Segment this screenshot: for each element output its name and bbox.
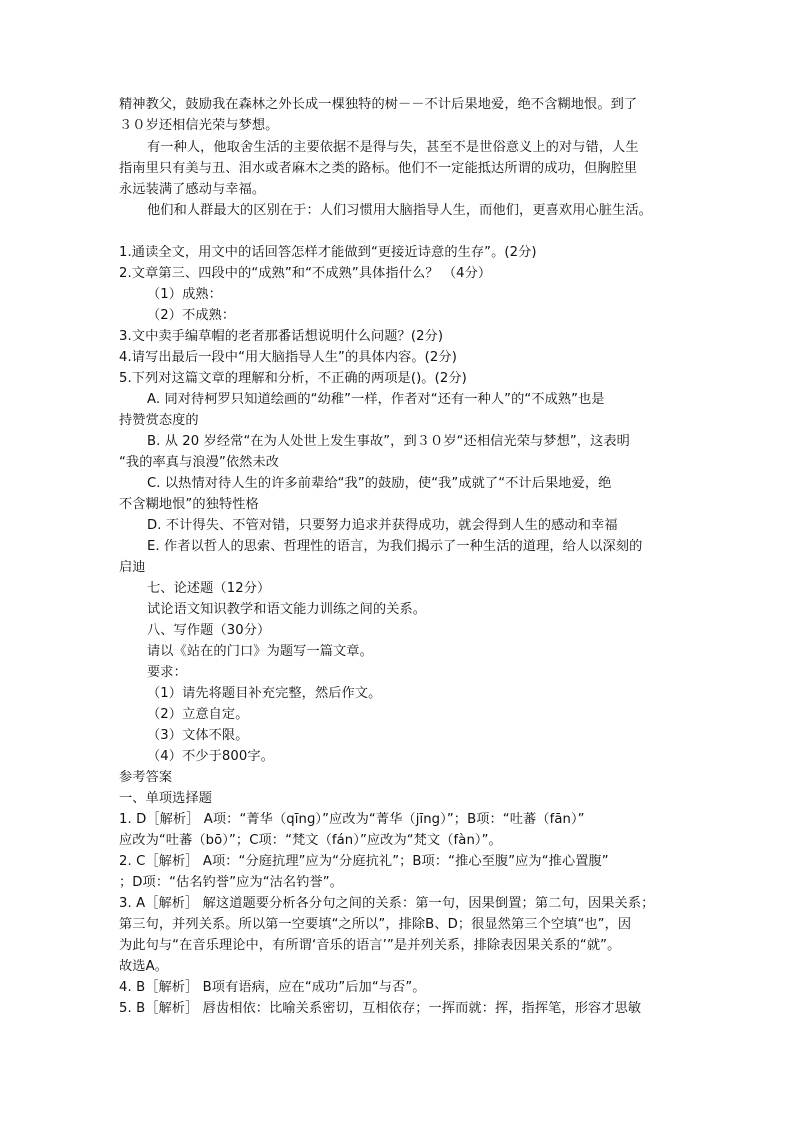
answer-5: 5. B［解析］ 唇齿相依：比喻关系密切，互相依存；一挥而就：挥，指挥笔，形容才思敏 xyxy=(119,1001,642,1016)
option-e: E. 作者以哲人的思索、哲理性的语言，为我们揭示了一种生活的道理，给人以深刻的 xyxy=(147,539,643,554)
essay-line: 指南里只有美与丑、泪水或者麻木之类的路标。他们不一定能抵达所谓的成功，但胸腔里 xyxy=(119,161,638,176)
option-b: B. 从 20 岁经常“在为人处世上发生事故”，到３０岁“还相信光荣与梦想”，这表明 xyxy=(147,434,630,449)
section-7-heading: 七、论述题（12分） xyxy=(147,581,271,596)
section-8-prompt: 请以《站在的门口》为题写一篇文章。 xyxy=(147,644,373,659)
essay-paragraph-start: 他们和人群最大的区别在于：人们习惯用大脑指导人生，而他们，更喜欢用心脏生活。 xyxy=(147,203,652,218)
option-b-cont: “我的率真与浪漫”依然未改 xyxy=(119,455,280,470)
answer-1: 1. D［解析］ A项：“菁华（qīnɡ）”应改为“菁华（jīng）”；B项：“吐蕃（fān）” xyxy=(119,812,585,827)
section-8-heading: 八、写作题（30分） xyxy=(147,623,271,638)
essay-paragraph-start: 有一种人，他取舍生活的主要依据不是得与失，甚至不是世俗意义上的对与错，人生 xyxy=(147,140,639,155)
question-3: 3.文中卖手编草帽的老者那番话想说明什么问题？(2分) xyxy=(119,329,444,344)
answers-section-heading: 一、单项选择题 xyxy=(119,791,213,806)
answer-2-cont: ；D项：“估名钓誉”应为“沽名钓誉”。 xyxy=(119,875,344,890)
question-2: 2.文章第三、四段中的“成熟”和“不成熟”具体指什么？ （4分） xyxy=(119,266,492,281)
requirement-item: （1）请先将题目补充完整，然后作文。 xyxy=(147,686,382,701)
answer-3-cont: 第三句，并列关系。所以第一空要填“之所以”，排除B、D；很显然第三个空填“也”，因 xyxy=(119,917,632,932)
option-a-cont: 持赞赏态度的 xyxy=(119,413,199,428)
option-d: D. 不计得失、不管对错，只要努力追求并获得成功，就会得到人生的感动和幸福 xyxy=(147,518,618,533)
requirement-item: （3）文体不限。 xyxy=(147,728,249,743)
essay-line: 精神教父，鼓励我在森林之外长成一棵独特的树－－不计后果地爱，绝不含糊地恨。到了 xyxy=(119,97,638,112)
option-e-cont: 启迪 xyxy=(119,560,146,575)
option-c-cont: 不含糊地恨”的独特性格 xyxy=(119,497,259,512)
essay-line: 永远装满了感动与幸福。 xyxy=(119,182,266,197)
requirement-item: （4）不少于800字。 xyxy=(147,749,274,764)
answer-1-cont: 应改为“吐蕃（bō）”；C项：“梵文（fán）”应改为“梵文（fàn）”。 xyxy=(119,833,502,848)
question-2-sub-2: （2）不成熟： xyxy=(147,308,236,323)
answer-3-cont: 故选A。 xyxy=(119,959,168,974)
option-a: A. 同对待柯罗只知道绘画的“幼稚”一样，作者对“还有一种人”的“不成熟”也是 xyxy=(147,392,605,407)
answer-4: 4. B［解析］ B项有语病，应在“成功”后加“与否”。 xyxy=(119,980,426,995)
answer-3-cont: 为此句与“在音乐理论中，有所谓‘音乐的语言’”是并列关系，排除表因果关系的“就”。 xyxy=(119,938,621,953)
question-2-sub-1: （1）成熟： xyxy=(147,287,222,302)
requirements-label: 要求： xyxy=(147,665,187,680)
question-5: 5.下列对这篇文章的理解和分析，不正确的两项是()。(2分) xyxy=(119,371,467,386)
answers-heading: 参考答案 xyxy=(119,770,173,785)
question-4: 4.请写出最后一段中“用大脑指导人生”的具体内容。(2分) xyxy=(119,350,457,365)
essay-line: ３０岁还相信光荣与梦想。 xyxy=(119,118,279,133)
option-c: C. 以热情对待人生的许多前辈给“我”的鼓励，使“我”成就了“不计后果地爱，绝 xyxy=(147,476,612,491)
requirement-item: （2）立意自定。 xyxy=(147,707,249,722)
question-1: 1.通读全文，用文中的话回答怎样才能做到“更接近诗意的生存”。(2分) xyxy=(119,245,537,260)
answer-3: 3. A［解析］ 解这道题要分析各分句之间的关系：第一句，因果倒置；第二句，因果关系； xyxy=(119,896,655,911)
answer-2: 2. C［解析］ A项：“分庭抗理”应为“分庭抗礼”；B项：“推心至腹”应为“推心置腹” xyxy=(119,854,609,869)
section-7-prompt: 试论语文知识教学和语文能力训练之间的关系。 xyxy=(147,602,427,617)
